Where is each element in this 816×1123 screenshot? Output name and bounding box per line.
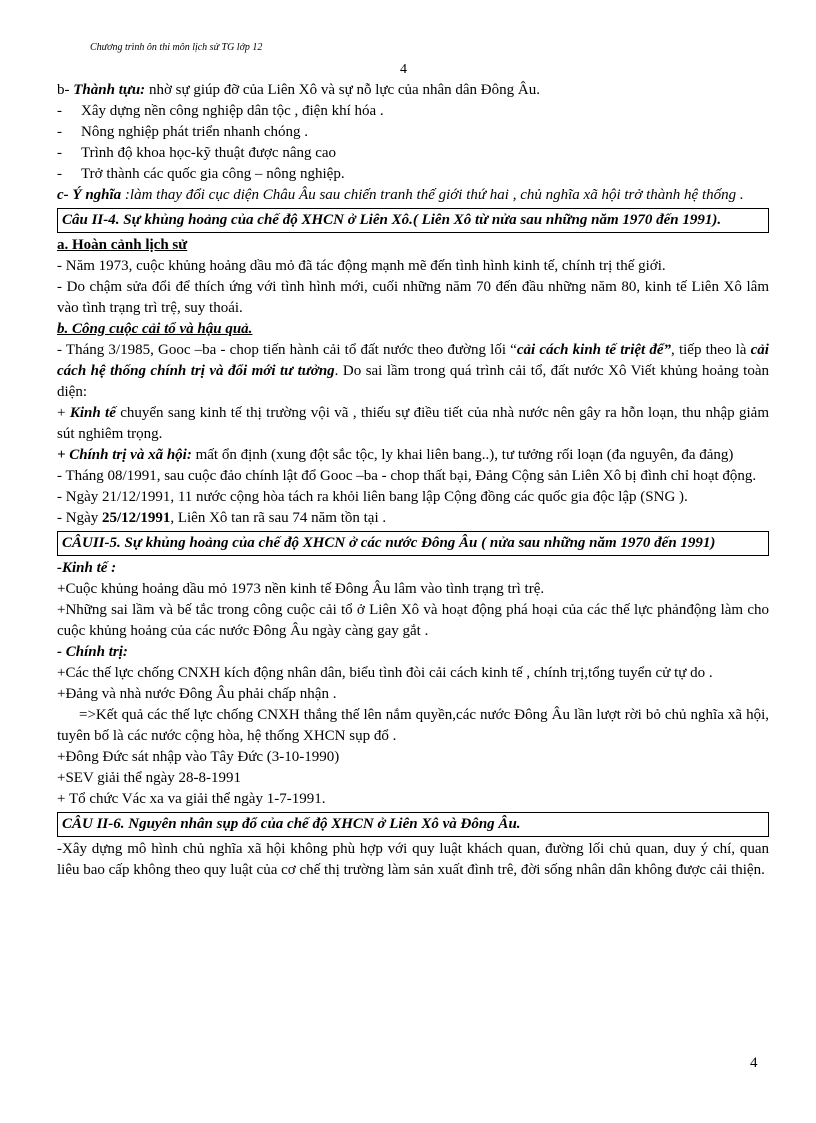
subheading-economy: -Kinh tế : (57, 560, 117, 576)
emphasis: cải cách hệ thống chính trị và đổi mới tư tưởng (57, 342, 769, 379)
emphasis: Kinh tế (69, 405, 116, 421)
paragraph: +Các thế lực chống CNXH kích động nhân dân, biểu tình đòi cải cách kinh tế , chính trị,tổng tuyển cử tự do . (57, 665, 713, 681)
text: - Ngày (57, 510, 102, 526)
paragraph: +Cuộc khủng hoảng dầu mỏ 1973 nền kinh tế Đông Âu lâm vào tình trạng trì trệ. (57, 581, 545, 597)
subheading-a: a. Hoàn cảnh lịch sử (57, 237, 188, 253)
list-item: - Nông nghiệp phát triển nhanh chóng . (57, 122, 769, 143)
document-body (57, 80, 769, 881)
text: + (57, 405, 70, 421)
paragraph: +Đảng và nhà nước Đông Âu phải chấp nhận . (57, 686, 337, 702)
reform-paragraph (57, 340, 769, 403)
emphasis: cải cách kinh tế triệt để” (516, 342, 672, 358)
politics-paragraph (57, 445, 769, 466)
text: . Do sai lầm trong quá trình cải tổ, đất nước Xô Viết khủng hoảng toàn diện: (57, 363, 769, 400)
economy-paragraph (57, 403, 769, 445)
text: , tiếp theo là (671, 342, 751, 358)
page-number-bottom: 4 (750, 1055, 758, 1071)
achievements-intro-text: nhờ sự giúp đỡ của Liên Xô và sự nỗ lực của nhân dân Đông Âu. (145, 82, 540, 98)
text: mất ổn định (xung đột sắc tộc, ly khai liên bang..), tư tưởng rối loạn (đa nguyên, đa đảng) (191, 447, 734, 463)
paragraph: - Năm 1973, cuộc khủng hoảng dầu mỏ đã tác động mạnh mẽ đến tình hình kinh tế, chính trị thế giới. (57, 258, 666, 274)
list-item-text: Trở thành các quốc gia công – nông nghiệp. (81, 166, 345, 182)
paragraph: -Xây dựng mô hình chủ nghĩa xã hội không phù hợp với quy luật khách quan, đường lối chủ quan, duy ý chí, quan liêu bao cấp không theo quy luật của cơ chế thị trường làm sản xuất đình trê, đời sống nhân dân không được cải thiện. (57, 841, 769, 878)
subheading-politics: - Chính trị: (57, 644, 128, 660)
paragraph: +SEV giải thể ngày 28-8-1991 (57, 770, 241, 786)
dissolution-paragraph (57, 508, 769, 529)
list-item: - Xây dựng nền công nghiệp dân tộc , điện khí hóa . (57, 101, 769, 122)
paragraph: - Ngày 21/12/1991, 11 nước cộng hòa tách ra khỏi liên bang lập Cộng đồng các quốc gia độc lập (SNG ). (57, 489, 688, 505)
paragraph: - Tháng 08/1991, sau cuộc đảo chính lật đổ Gooc –ba - chop thất bại, Đảng Cộng sản Liên Xô bị đình chỉ hoạt động. (57, 468, 757, 484)
section-heading-q4: Câu II-4. Sự khủng hoảng của chế độ XHCN ở Liên Xô.( Liên Xô từ nửa sau những năm 1970 đến 1991). (57, 208, 769, 233)
meaning-title: c- Ý nghĩa (57, 187, 122, 203)
list-item: - Trở thành các quốc gia công – nông nghiệp. (57, 164, 769, 185)
paragraph: - Do chậm sửa đổi để thích ứng với tình hình mới, cuối những năm 70 đến đầu những năm 80, kinh tế Liên Xô lâm vào tình trạng trì trệ, suy thoái. (57, 279, 769, 316)
achievements-title: Thành tựu: (73, 82, 146, 98)
running-header: Chương trình ôn thi môn lịch sử TG lớp 12 (90, 42, 263, 53)
meaning-text: :làm thay đổi cục diện Châu Âu sau chiến tranh thế giới thứ hai , chủ nghĩa xã hội trở thành hệ thống . (121, 187, 744, 203)
list-item-text: Xây dựng nền công nghiệp dân tộc , điện khí hóa . (81, 103, 384, 119)
list-item-text: Trình độ khoa học-kỹ thuật được nâng cao (81, 145, 337, 161)
emphasis: + Chính trị và xã hội: (57, 447, 192, 463)
text: , Liên Xô tan rã sau 74 năm tồn tại . (170, 510, 387, 526)
achievements-intro (57, 80, 769, 101)
list-item-text: Nông nghiệp phát triển nhanh chóng . (81, 124, 309, 140)
page-number-top: 4 (400, 62, 407, 77)
emphasis-date: 25/12/1991 (102, 510, 171, 526)
section-heading-q5: CÂUII-5. Sự khủng hoảng của chế độ XHCN ở các nước Đông Âu ( nửa sau những năm 1970 đến 1991) (57, 531, 769, 556)
result-paragraph: =>Kết quả các thế lực chống CNXH thắng thế lên nắm quyền,các nước Đông Âu lần lượt rời bỏ chủ nghĩa xã hội, tuyên bố là các nước cộng hòa, hệ thống XHCN sụp đổ . (57, 707, 769, 744)
paragraph: + Tổ chức Vác xa va giải thể ngày 1-7-1991. (57, 791, 326, 807)
paragraph: +Đông Đức sát nhập vào Tây Đức (3-10-1990) (57, 749, 340, 765)
paragraph: +Những sai lầm và bế tắc trong công cuộc cải tổ ở Liên Xô và hoạt động phá hoại của các thế lực phảnđộng làm cho cuộc khủng hoảng của các nước Đông Âu ngày càng gay gắt . (57, 602, 769, 639)
subheading-b: b. Công cuộc cải tổ và hậu quả. (57, 321, 253, 337)
text: - Tháng 3/1985, Gooc –ba - chop tiến hành cải tổ đất nước theo đường lối “ (57, 342, 517, 358)
achievements-label: b- (57, 82, 74, 98)
section-heading-q6: CÂU II-6. Nguyên nhân sụp đổ của chế độ XHCN ở Liên Xô và Đông Âu. (57, 812, 769, 837)
meaning-paragraph (57, 185, 769, 206)
list-item: - Trình độ khoa học-kỹ thuật được nâng cao (57, 143, 769, 164)
text: chuyển sang kinh tế thị trường vội vã , thiếu sự điều tiết của nhà nước nên gây ra hỗn loạn, thu nhập giảm sút nghiêm trọng. (57, 405, 769, 442)
